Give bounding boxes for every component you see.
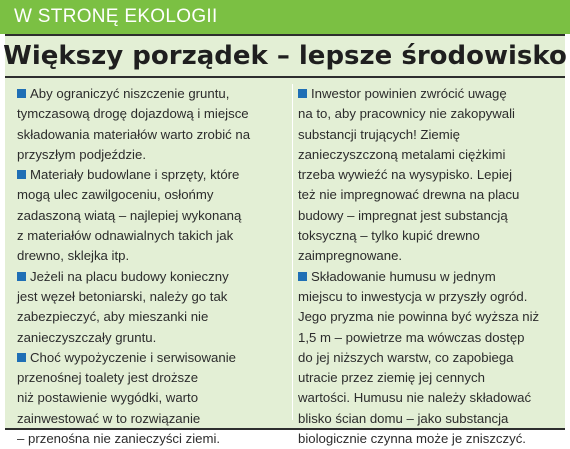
paragraph-line: składowania materiałów warto zrobić na <box>17 126 251 142</box>
paragraph-line: tymczasową drogę dojazdową i miejsce <box>17 106 249 122</box>
paragraph-line: zaimpregnowane. <box>298 248 403 264</box>
bullet-square-icon <box>17 272 26 281</box>
paragraph-line: toksyczną – tylko kupić drewno <box>298 228 480 244</box>
paragraph-line: blisko ścian domu – jako substancja <box>298 410 509 426</box>
paragraph-line <box>17 165 289 185</box>
paragraph-text: Składowanie humusu w jednym <box>311 268 496 284</box>
paragraph-line: też nie impregnować drewna na placu <box>298 187 520 203</box>
paragraph-text: Inwestor powinien zwrócić uwagę <box>311 86 507 101</box>
bullet-square-icon <box>17 353 26 362</box>
paragraph-line: przyszłym podjeździe. <box>17 146 146 162</box>
bullet-square-icon <box>17 170 26 179</box>
paragraph-line: wartości. Humusu nie należy składować <box>298 390 532 406</box>
article-headline: Większy porządek – lepsze środowisko <box>3 41 567 71</box>
paragraph-line <box>17 267 289 287</box>
section-label: W STRONĘ EKOLOGII <box>14 6 218 27</box>
paragraph-line: trzeba wywieźć na wysypisko. Lepiej <box>298 167 513 183</box>
column-divider <box>292 84 293 420</box>
paragraph-line <box>298 84 560 104</box>
paragraph-line: zanieczyszczały gruntu. <box>17 329 157 345</box>
section-header <box>0 0 570 34</box>
paragraph-line: zainwestować w to rozwiązanie <box>17 410 201 426</box>
paragraph-line <box>298 267 560 287</box>
paragraph-text: Choć wypożyczenie i serwisowanie <box>30 349 236 365</box>
paragraph-line: przenośnej toalety jest droższe <box>17 370 199 386</box>
paragraph-line: zabezpieczyć, aby mieszanki nie <box>17 309 209 325</box>
paragraph-line: 1,5 m – powietrze ma wówczas dostęp <box>298 329 525 345</box>
paragraph-line: na to, aby pracownicy nie zakopywali <box>298 106 515 122</box>
paragraph-text: Materiały budowlane i sprzęty, które <box>30 167 240 183</box>
paragraph-line: biologicznie czynna może je zniszczyć. <box>298 431 526 447</box>
paragraph-text: Aby ograniczyć niszczenie gruntu, <box>30 86 230 101</box>
paragraph-line: drewno, sklejka itp. <box>17 248 130 264</box>
paragraph-line <box>17 84 289 104</box>
paragraph-line: z materiałów odnawialnych takich jak <box>17 228 234 244</box>
paragraph-line: – przenośna nie zanieczyści ziemi. <box>17 431 221 447</box>
left-column <box>17 84 289 449</box>
bullet-square-icon <box>17 89 26 98</box>
bullet-square-icon <box>298 89 307 98</box>
paragraph-line: zadaszoną wiatą – najlepiej wykonaną <box>17 207 242 223</box>
headline-box <box>5 34 565 78</box>
paragraph-line: jest węzeł betoniarski, należy go tak <box>17 288 228 304</box>
paragraph-line: niż postawienie wygódki, warto <box>17 390 199 406</box>
paragraph-line <box>17 348 289 368</box>
article-body <box>5 78 565 447</box>
paragraph-line: zanieczyszczoną metalami ciężkimi <box>298 146 506 162</box>
paragraph-line: substancji trujących! Ziemię <box>298 126 460 142</box>
paragraph-line: miejscu to inwestycja w przyszły ogród. <box>298 288 528 304</box>
paragraph-line: utracie przez ziemię jej cennych <box>298 370 485 386</box>
bullet-square-icon <box>298 272 307 281</box>
paragraph-line: mogą ulec zawilgoceniu, osłońmy <box>17 187 214 203</box>
paragraph-line: do jej niższych warstw, co zapobiega <box>298 349 514 365</box>
right-column <box>298 84 560 449</box>
paragraph-line: Jego pryzma nie powinna być wyższa niż <box>298 309 540 325</box>
paragraph-line: budowy – impregnat jest substancją <box>298 207 508 223</box>
paragraph-text: Jeżeli na placu budowy konieczny <box>30 268 229 284</box>
